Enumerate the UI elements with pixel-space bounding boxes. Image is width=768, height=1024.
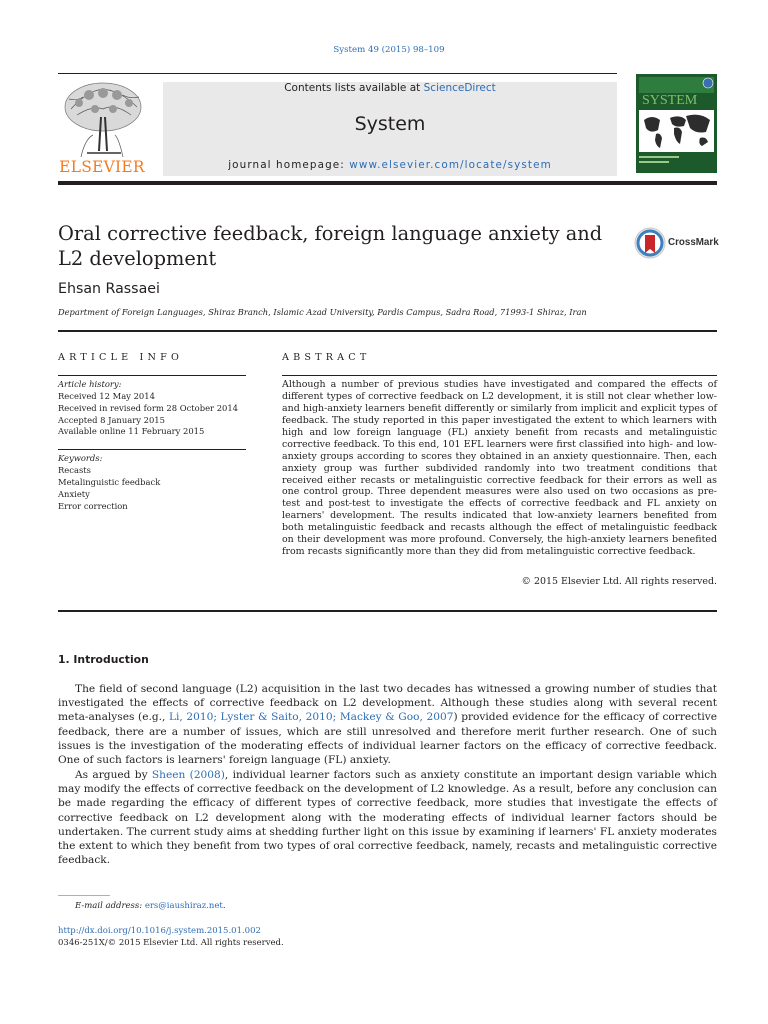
author-name: Ehsan Rassaei bbox=[58, 281, 160, 297]
keyword-item: Recasts bbox=[58, 465, 91, 475]
paper-title: Oral corrective feedback, foreign language anxiety and L2 development bbox=[58, 222, 603, 270]
history-list bbox=[58, 391, 238, 438]
abstract-copyright: © 2015 Elsevier Ltd. All rights reserved. bbox=[521, 576, 717, 587]
journal-citation[interactable]: System 49 (2015) 98–109 bbox=[333, 45, 445, 55]
keyword-item: Metalinguistic feedback bbox=[58, 476, 161, 487]
intro-paragraph-2 bbox=[58, 768, 717, 867]
abstract-heading: ABSTRACT bbox=[282, 352, 371, 363]
sciencedirect-link[interactable]: ScienceDirect bbox=[423, 82, 496, 94]
author-affiliation: Department of Foreign Languages, Shiraz Branch, Islamic Azad University, Pardis Campus, Sadra Road, 71993-1 Shiraz, Iran bbox=[58, 307, 587, 317]
keywords-list bbox=[58, 465, 160, 513]
paragraph-text: The field of second language (L2) acquisition in the last two decades has witnessed a growing number of studies that investigated the effects of corrective feedback on L2 development. Although these studies along with several recent meta-analyses (e.g., bbox=[58, 683, 717, 724]
abstract-text: Although a number of previous studies have investigated and compared the effects of different types of corrective feedback on L2 development, it is still not clear whether low- and high-anxiety learners benefit differently or similarly from implicit and explicit types of feedback. The study reported in this paper investigated the extent to which learners with high and low foreign language (FL) anxiety benefit from recasts and metalinguistic corrective feedback. To this end, 101 EFL learners were first classified into high- and low-anxiety groups according to scores they obtained in an anxiety questionnaire. Then, each anxiety group was further subdivided randomly into two treatment conditions that received either recasts or metalinguistic corrective feedback for their errors as well as one control group. Three dependent measures were also used on two occasions as pre-test and post-test to investigate the effects of corrective feedback and FL anxiety on learners' development. The results indicated that low-anxiety learners benefited from both metalinguistic feedback and recasts although the effect of metalinguistic feedback on their development was more profound. Conversely, the high-anxiety learners benefited from recasts significantly more than they did from metalinguistic corrective feedback. bbox=[282, 379, 717, 558]
paragraph-text: As argued by bbox=[75, 769, 152, 781]
header-rule bbox=[58, 73, 617, 74]
paragraph-text: , individual learner factors such as anxiety constitute an important design variable which may modify the effects of corrective feedback on the development of L2 knowledge. As a result, before any conclusion can be made regarding the efficacy of different types of corrective feedback, more studies that investigate the effects of corrective feedback on L2 development along with the moderating effects of individual learner factors should be undertaken. The current study aims at shedding further light on this issue by examining if learners' FL anxiety moderates the extent to which they benefit from two types of oral corrective feedback, namely, recasts and metalinguistic corrective feedback. bbox=[58, 769, 718, 867]
history-accepted: Accepted 8 January 2015 bbox=[58, 414, 165, 425]
section-rule bbox=[58, 330, 717, 332]
keywords-label: Keywords: bbox=[58, 453, 103, 463]
issn-copyright: 0346-251X/© 2015 Elsevier Ltd. All rights reserved. bbox=[58, 938, 284, 948]
elsevier-wordmark: ELSEVIER bbox=[59, 158, 145, 176]
citation-link[interactable]: Li, 2010; Lyster & Saito, 2010; Mackey & Goo, 2007 bbox=[168, 711, 454, 724]
journal-homepage bbox=[163, 159, 617, 171]
intro-paragraph-1 bbox=[58, 682, 717, 767]
contents-prefix: Contents lists available at bbox=[284, 82, 424, 94]
citation-link[interactable]: Sheen (2008) bbox=[151, 769, 225, 781]
article-info-heading: ARTICLE INFO bbox=[58, 352, 184, 363]
journal-cover-thumbnail[interactable] bbox=[636, 74, 717, 173]
paragraph-text: ) provided evidence for the efficacy of corrective feedback, there are a number of issues, which are still unresolved and therefore merit further research. One of such issues is the investigation of the moderating effects of individual learner factors on the efficacy of corrective feedback. One of such factors is learners' foreign language (FL) anxiety. bbox=[58, 711, 717, 767]
history-received: Received 12 May 2014 bbox=[58, 391, 155, 401]
history-revised: Received in revised form 28 October 2014 bbox=[58, 402, 239, 413]
header-thick-rule bbox=[58, 181, 717, 185]
article-info-rule bbox=[58, 375, 246, 376]
homepage-prefix: journal homepage: bbox=[228, 159, 350, 171]
author-email-footnote bbox=[75, 901, 226, 911]
journal-title: System bbox=[354, 113, 426, 135]
contents-line bbox=[163, 82, 617, 94]
email-suffix: . bbox=[222, 901, 226, 911]
cover-title: SYSTEM bbox=[642, 93, 698, 108]
email-link[interactable]: ers@iaushiraz.net bbox=[144, 901, 223, 911]
keyword-item: Anxiety bbox=[58, 488, 90, 499]
history-online: Available online 11 February 2015 bbox=[58, 426, 205, 437]
keywords-rule bbox=[58, 449, 246, 450]
cover-art bbox=[636, 74, 717, 173]
footnote-rule bbox=[58, 895, 110, 896]
abstract-rule bbox=[282, 375, 717, 376]
doi-link[interactable]: http://dx.doi.org/10.1016/j.system.2015.01.002 bbox=[58, 926, 261, 936]
section-rule bbox=[58, 610, 717, 612]
section-heading-introduction: 1. Introduction bbox=[58, 653, 149, 666]
email-label: E-mail address: bbox=[75, 901, 145, 911]
homepage-link[interactable]: www.elsevier.com/locate/system bbox=[349, 159, 552, 171]
crossmark-label[interactable]: CrossMark bbox=[668, 237, 719, 248]
history-label: Article history: bbox=[58, 379, 122, 389]
keyword-item: Error correction bbox=[58, 500, 128, 511]
